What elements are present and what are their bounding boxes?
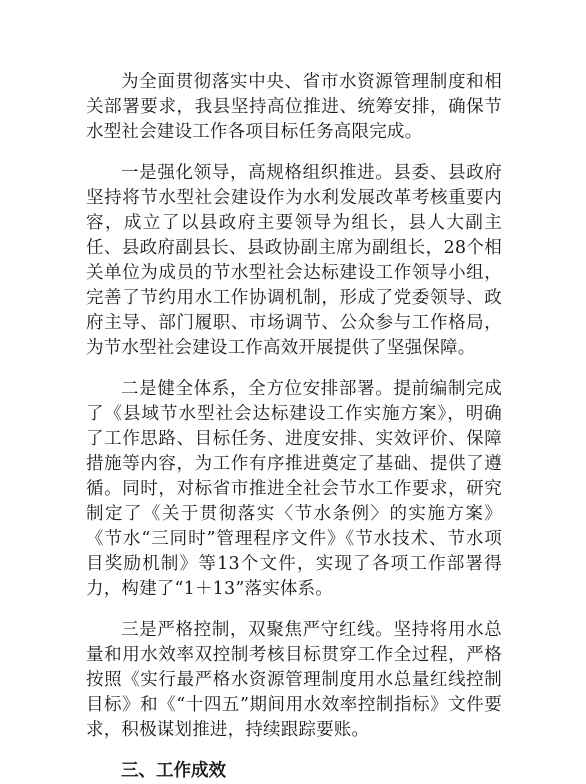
control-paragraph: 三是严格控制，双聚焦严守红线。坚持将用水总量和用水效率双控制考核目标贯穿工作全过程，严格按照《实行最严格水资源管理制度用水总量红线控制目标》和《“十四五”期间用水效率控制指标》文件要求，积极谋划推进，持续跟踪要账。 [86,620,502,740]
intro-paragraph: 为全面贯彻落实中央、省市水资源管理制度和相关部署要求，我县坚持高位推进、统筹安排，确保节水型社会建设工作各项目标任务高限完成。 [86,72,502,142]
system-paragraph: 二是健全体系，全方位安排部署。提前编制完成了《县域节水型社会达标建设工作实施方案》，明确了工作思路、目标任务、进度安排、实效评价、保障措施等内容，为工作有序推进奠定了基础、提供了遵循。同时，对标省市推进全社会节水工作要求，研究制定了《关于贯彻落实〈节水条例〉的实施方案》《节水“三同时”管理程序文件》《节水技术、节水项目奖励机制》等13个文件，实现了各项工作部署得力，构建了“1＋13”落实体系。 [86,379,502,599]
section-heading: 三、工作成效 [121,761,226,781]
document-body [86,70,502,784]
leadership-paragraph: 一是强化领导，高规格组织推进。县委、县政府坚持将节水型社会建设作为水利发展改革考核重要内容，成立了以县政府主要领导为组长，县人大副主任、县政府副县长、县政协副主席为副组长，28个相关单位为成员的节水型社会达标建设工作领导小组，完善了节约用水工作协调机制，形成了党委领导、政府主导、部门履职、市场调节、公众参与工作格局，为节水型社会建设工作高效开展提供了坚强保障。 [86,163,502,358]
